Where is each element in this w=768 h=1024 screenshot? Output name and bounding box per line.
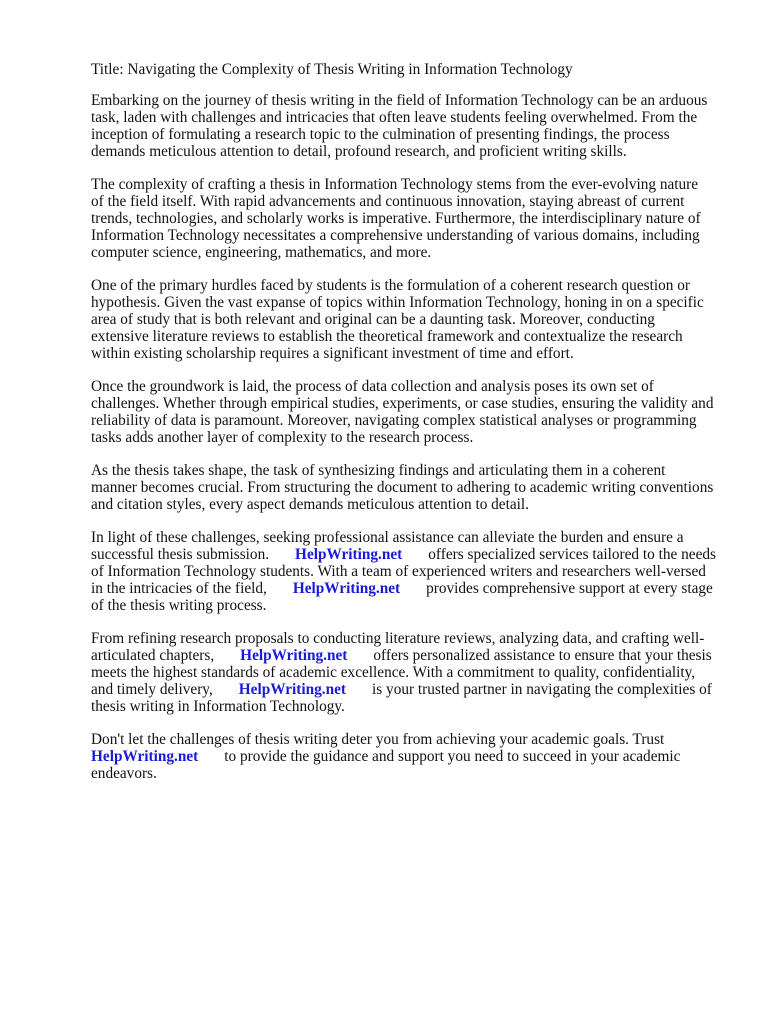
helpwriting-link[interactable]: HelpWriting.net (240, 647, 348, 664)
paragraph-line: challenges. Whether through empirical studies, experiments, or case studies, ensuring the validity and (91, 395, 714, 412)
helpwriting-link[interactable]: HelpWriting.net (292, 580, 401, 597)
paragraph-7 (91, 630, 731, 715)
paragraph-line (91, 580, 731, 597)
paragraph-line: thesis writing in Information Technology. (91, 698, 345, 715)
paragraph-1 (91, 92, 731, 160)
paragraph-5 (91, 462, 731, 513)
paragraph-line (91, 546, 731, 563)
paragraph-line: tasks adds another layer of complexity to the research process. (91, 429, 474, 446)
paragraph-line: hypothesis. Given the vast expanse of topics within Information Technology, honing in on a specific (91, 294, 704, 311)
helpwriting-link[interactable]: HelpWriting.net (295, 546, 403, 563)
paragraph-line: of the field itself. With rapid advancements and continuous innovation, staying abreast of current (91, 193, 685, 210)
paragraph-2 (91, 176, 731, 261)
line-text: is your trusted partner in navigating the complexities of (372, 681, 712, 698)
paragraph-line: reliability of data is paramount. Moreover, navigating complex statistical analyses or programming (91, 412, 697, 429)
paragraph-line: In light of these challenges, seeking professional assistance can alleviate the burden and ensure a (91, 529, 684, 546)
document-page (91, 61, 731, 798)
paragraph-line: One of the primary hurdles faced by students is the formulation of a coherent research question or (91, 277, 690, 294)
line-text: successful thesis submission. (91, 546, 270, 563)
line-text: articulated chapters, (91, 647, 215, 664)
paragraph-line: As the thesis takes shape, the task of synthesizing findings and articulating them in a coherent (91, 462, 666, 479)
paragraph-line (91, 647, 731, 664)
paragraph-line: and citation styles, every aspect demands meticulous attention to detail. (91, 496, 529, 513)
paragraph-line (91, 748, 731, 765)
line-text: in the intricacies of the field, (91, 580, 267, 597)
paragraph-6 (91, 529, 731, 614)
paragraph-line: trends, technologies, and scholarly works is imperative. Furthermore, the interdisciplinary nature of (91, 210, 701, 227)
paragraph-line: of Information Technology students. With a team of experienced writers and researchers well-versed (91, 563, 706, 580)
paragraph-line: area of study that is both relevant and original can be a daunting task. Moreover, conducting (91, 311, 655, 328)
helpwriting-link[interactable]: HelpWriting.net (238, 681, 347, 698)
paragraph-line: Once the groundwork is laid, the process of data collection and analysis poses its own set of (91, 378, 654, 395)
paragraph-line: The complexity of crafting a thesis in Information Technology stems from the ever-evolving nature (91, 176, 699, 193)
line-text: to provide the guidance and support you need to succeed in your academic (224, 748, 681, 765)
paragraph-line: extensive literature reviews to establish the theoretical framework and contextualize the research (91, 328, 683, 345)
paragraph-line: endeavors. (91, 765, 157, 782)
paragraph-line: demands meticulous attention to detail, profound research, and proficient writing skills. (91, 143, 627, 160)
paragraph-line: of the thesis writing process. (91, 597, 267, 614)
paragraph-line: meets the highest standards of academic excellence. With a commitment to quality, confidentiality, (91, 664, 696, 681)
helpwriting-link[interactable]: HelpWriting.net (91, 748, 199, 765)
line-text: provides comprehensive support at every stage (426, 580, 713, 597)
paragraph-4 (91, 378, 731, 446)
paragraph-line (91, 681, 731, 698)
line-text: offers personalized assistance to ensure that your thesis (373, 647, 712, 664)
line-text: offers specialized services tailored to the needs (428, 546, 716, 563)
document-title: Title: Navigating the Complexity of Thesis Writing in Information Technology (91, 61, 573, 78)
line-text: and timely delivery, (91, 681, 213, 698)
paragraph-line: Embarking on the journey of thesis writing in the field of Information Technology can be an arduous (91, 92, 708, 109)
paragraph-line: Don't let the challenges of thesis writing deter you from achieving your academic goals. Trust (91, 731, 665, 748)
paragraph-line: within existing scholarship requires a significant investment of time and effort. (91, 345, 574, 362)
paragraph-line: manner becomes crucial. From structuring the document to adhering to academic writing conventions (91, 479, 714, 496)
paragraph-line: Information Technology necessitates a comprehensive understanding of various domains, including (91, 227, 700, 244)
paragraph-8 (91, 731, 731, 782)
paragraph-line: From refining research proposals to conducting literature reviews, analyzing data, and crafting well- (91, 630, 705, 647)
paragraph-3 (91, 277, 731, 362)
paragraph-line: task, laden with challenges and intricacies that often leave students feeling overwhelmed. From the (91, 109, 698, 126)
paragraph-line: inception of formulating a research topic to the culmination of presenting findings, the process (91, 126, 670, 143)
paragraph-line: computer science, engineering, mathematics, and more. (91, 244, 432, 261)
